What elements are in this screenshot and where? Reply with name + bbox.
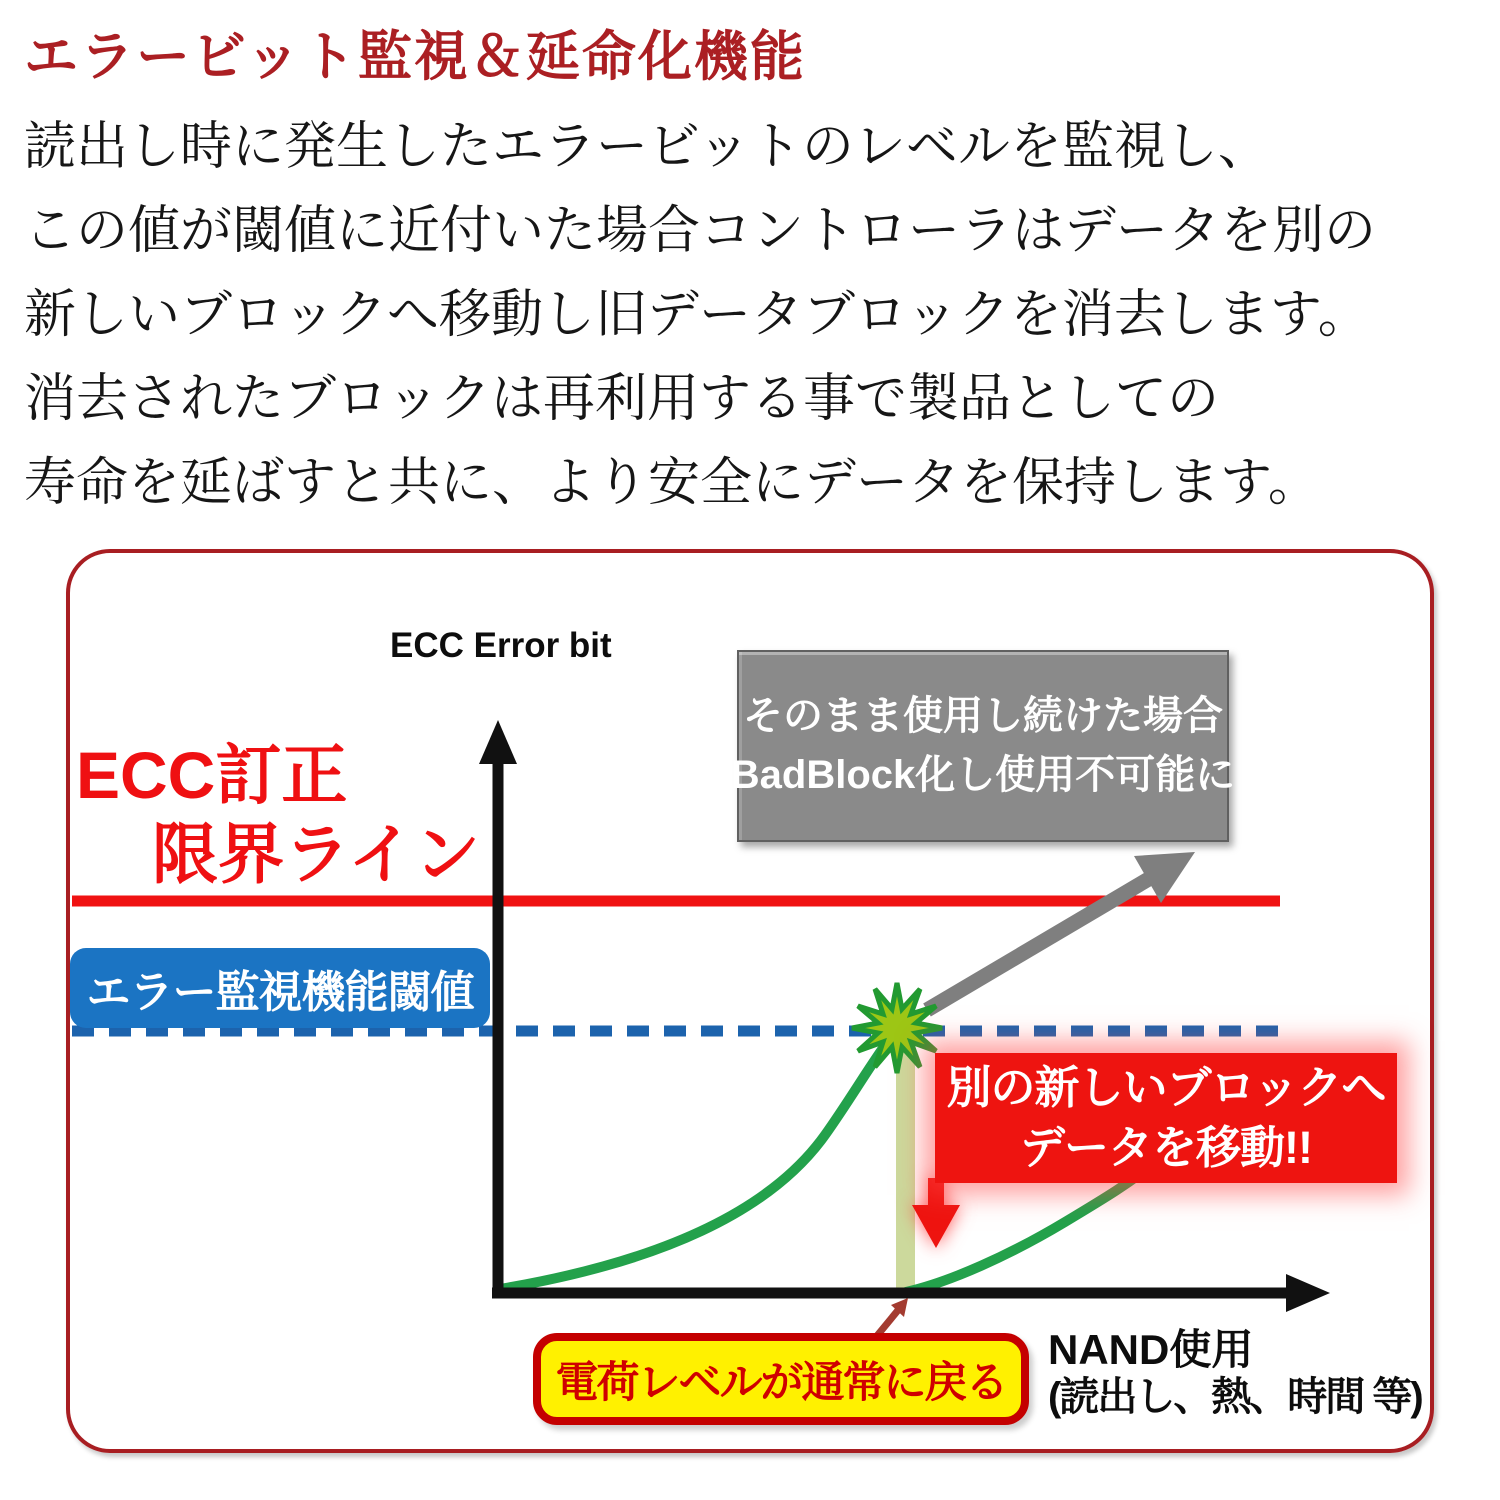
bad-block-callout-line1: そのまま使用し続けた場合 [743,694,1223,738]
move-data-callout-line2: データを移動!! [1020,1122,1312,1173]
charge-reset-callout-text: 電荷レベルが通常に戻る [555,1358,1007,1407]
x-axis-arrow-icon [1286,1274,1330,1312]
move-data-callout-line1: 別の新しいブロックへ [946,1062,1386,1113]
paragraph-line: 消去されたブロックは再利用する事で製品としての [24,370,1219,428]
ecc-limit-label-line2: 限界ライン [151,817,480,891]
threshold-badge-text: エラー監視機能閾値 [86,968,474,1017]
burst-icon [852,983,942,1073]
charge-reset-callout [533,1333,1029,1425]
bad-block-callout-line2: BadBlock化し使用不可能に [730,753,1236,797]
x-axis-label-line2: (読出し、熱、時間 等) [1048,1375,1422,1419]
move-data-callout [935,1053,1397,1183]
paragraph-line: この値が閾値に近付いた場合コントローラはデータを別の [24,202,1377,260]
ecc-limit-label-line1: ECC訂正 [76,738,348,812]
page-title: エラービット監視＆延命化機能 [24,27,806,87]
paragraph-line: 新しいブロックへ移動し旧データブロックを消去します。 [24,286,1370,344]
move-data-arrow-icon [912,1178,960,1248]
wear-curve [500,1031,895,1289]
bad-block-callout [730,650,1236,842]
threshold-badge [70,948,490,1028]
y-axis-label: ECC Error bit [390,626,612,665]
ecc-limit-label [76,736,480,894]
paragraph-line: 読出し時に発生したエラービットのレベルを監視し、 [24,118,1270,176]
x-axis-label [1048,1326,1422,1420]
y-axis-arrow-icon [479,720,517,764]
charge-reset-band [896,1036,915,1292]
paragraph-line: 寿命を延ばすと共に、より安全にデータを保持します。 [24,454,1320,512]
x-axis-label-line1: NAND使用 [1048,1326,1254,1373]
